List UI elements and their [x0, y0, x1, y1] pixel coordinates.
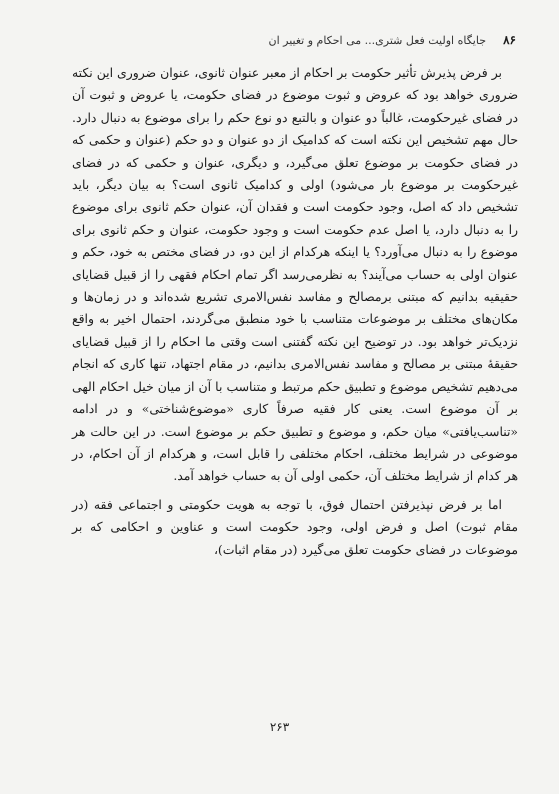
- page-header: [92, 33, 516, 51]
- header-page-number: ۸۶: [503, 33, 516, 47]
- running-title: جایگاه اولیت فعل شتری... می احکام و تغییر ان: [268, 34, 486, 47]
- paragraph: اما بر فرض نپذیرفتن احتمال فوق، با توجه به هویت حکومتی و اجتماعی فقه (در مقام ثبوت) اصل و فرض اولی، وجود حکومت است و عناوین و احکامی که بر موضوعات در فضای حکومت تعلق می‌گیرد (در مقام اثبات)،: [72, 496, 518, 557]
- body-text: [72, 62, 518, 561]
- paragraph: بر فرض پذیرش تأثیر حکومت بر احکام از معبر عنوان ثانوی، عنوان ضروری این نکته ضروری خواهد بود که عروض و ثبوت موضوع در فضای حکومت، یا عروض و ثبوت آن در فضای غیرحکومت، غالباً دو عنوان و بالتبع دو نوع حکم را برای موضوع به دنبال دارد. حال مهم تشخیص این نکته است که کدامیک از دو عنوان و دو حکم (عنوان و حکمی که در فضای حکومت بر موضوع تعلق می‌گیرد، و دیگری، عنوان و حکمی که در فضای غیرحکومت بر موضوع بار می‌شود) اولی و کدامیک ثانوی است؟ به بیان دیگر، باید تشخیص داد که اصل، وجود حکومت است و فقدان آن، عنوان حکم ثانوی برای موضوع را به دنبال دارد، یا اصل عدم حکومت است و وجود حکومت، عنوان و حکم ثانوی برای موضوع را به دنبال می‌آورد؟ یا اینکه هرکدام از این دو، در فضای مختص به خود، حکم و عنوان اولی به حساب می‌آیند؟ به نظرمی‌رسد اگر تمام احکام فقهی را از قبیل قضایای حقیقیه بدانیم که مبتنی برمصالح و مفاسد نفس‌الامری تشریع شده‌اند و در زمان‌ها و مکان‌های مختلف بر موضوعات متناسب با خود منطبق می‌گردند، احتمال اخیر به واقع نزدیک‌تر خواهد بود. در توضیح این نکته گفتنی است وقتی ما احکام را از قبیل قضایای حقیقهٔ مبتنی بر مصالح و مفاسد نفس‌الامری بدانیم، در مقام اجتهاد، تنها کاری که انجام می‌دهیم تشخیص موضوع و تطبیق حکم مرتبط و متناسب با آن از میان خیل احکام الهی بر آن موضوع است. یعنی کار فقیه صرفاً کاری «موضوع‌شناختی» و در ادامه «تناسب‌یافتی» میان حکم، و موضوع و تطبیق حکم بر موضوع است. در این حالت هر موضوعی در شرایط مختلف، احکام مختلفی را قابل است، و هرکدام از آن احکام، در هر کدام از شرایط مختلف آن، حکمی اولی آن به حساب خواهد آمد.: [72, 65, 518, 484]
- footer-page-number: ۲۶۳: [269, 720, 290, 734]
